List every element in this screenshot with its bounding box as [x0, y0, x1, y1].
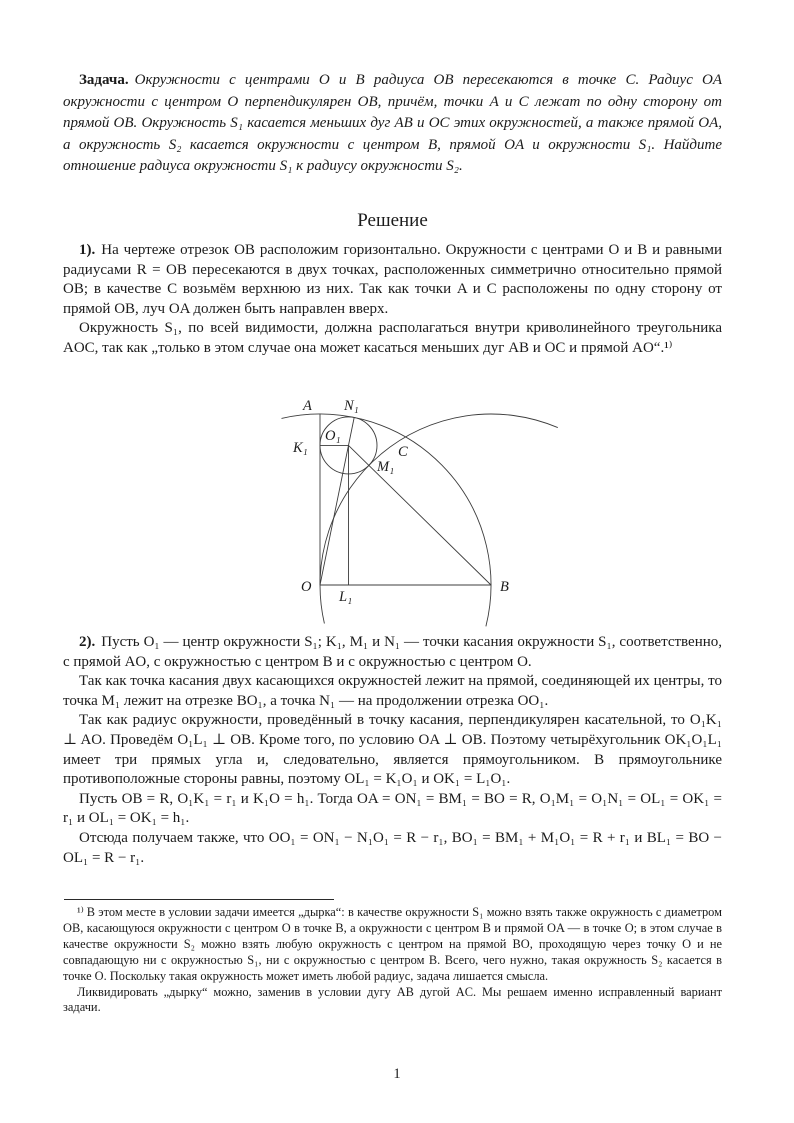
solution-paragraph-7-text: Отсюда получаем также, что OO₁ = ON₁ − N₁O₁ = R − r₁, BO₁ = BM₁ + M₁O₁ = R + r₁ и BL₁ = BO − OL₁ = R − r₁.	[63, 829, 722, 866]
circle-S1	[320, 417, 377, 474]
circle-B-arc	[320, 414, 558, 623]
footnote-paragraph-1	[63, 905, 722, 985]
page-number: 1	[393, 1066, 401, 1082]
footnote-paragraph-2	[63, 985, 722, 1017]
footnote	[63, 905, 722, 1016]
solution-heading: Решение	[357, 210, 428, 231]
label-L1: L₁	[339, 589, 353, 605]
label-O: O	[301, 579, 312, 595]
solution-paragraph-5	[63, 711, 722, 789]
footnote-paragraph-1-text: В этом месте в условии задачи имеется „дырка“: в качестве окружности S₁ можно взять также окружность с диаметром OB, касающуюся окружности с центром O в точке B, а окружности с центром B и прямой OA — в точке O; в этом случае в качестве окружности S₂ можно взять любую окружность с центром на прямой BO, проходящую через точку O и не совпадающую ни с окружностью S₁, ни с окружностью с центром B. Всего, чего нужно, такая окружность S₂ касается в точке O. Поскольку такая окружность может иметь любой радиус, задача лишается смысла.	[63, 905, 722, 983]
footnote-rule	[64, 899, 334, 900]
solution-paragraph-2	[63, 319, 722, 358]
label-M1: M₁	[377, 459, 395, 475]
step-1-lead: 1).	[79, 242, 96, 258]
solution-paragraph-6-text: Пусть OB = R, O₁K₁ = r₁ и K₁O = h₁. Тогда OA = ON₁ = BM₁ = BO = R, O₁M₁ = O₁N₁ = OL₁ = OK₁ = r₁ и OL₁ = OK₁ = h₁.	[63, 790, 722, 827]
solution-paragraph-2-text: Окружность S₁, по всей видимости, должна располагаться внутри криволинейного треугольника AOC, так как „только в этом случае она может касаться меньших дуг AB и OC и прямой AO“.¹⁾	[63, 320, 722, 356]
segment-B-O1	[349, 445, 492, 585]
geometry-figure-svg	[220, 396, 570, 630]
solution-paragraph-3-text: Пусть O₁ — центр окружности S₁; K₁, M₁ и N₁ — точки касания окружности S₁, соответственно, с прямой AO, с окружностью с центром B и с окружностью с центром O.	[63, 634, 722, 670]
solution-paragraph-3	[63, 633, 722, 672]
label-K1: K₁	[293, 440, 308, 456]
problem-paragraph	[63, 70, 722, 178]
segment-O-N1	[320, 417, 354, 585]
solution-paragraph-7	[63, 829, 722, 868]
label-A: A	[303, 398, 312, 414]
problem-statement	[63, 70, 722, 178]
solution-part-2	[63, 633, 722, 868]
problem-text: Окружности с центрами O и B радиуса OB пересекаются в точке C. Радиус OA окружности с центром O перпендикулярен OB, причём, точки A и C лежат по одну сторону от прямой OB. Окружность S₁ касается меньших дуг AB и OC этих окружностей, а также прямой OA, а окружность S₂ касается окружности с центром B, прямой OA и окружности S₁. Найдите отношение радиуса окружности S₁ к радиусу окружности S₂.	[63, 72, 722, 175]
label-N1: N₁	[344, 398, 359, 414]
problem-lead: Задача.	[79, 72, 129, 88]
footnote-marker: ¹⁾	[77, 905, 84, 919]
solution-part-1	[63, 241, 722, 359]
solution-paragraph-5-text: Так как радиус окружности, проведённый в точку касания, перпендикулярен касательной, то O₁K₁ ⊥ AO. Проведём O₁L₁ ⊥ OB. Кроме того, по условию OA ⊥ OB. Поэтому четырёхугольник OK₁O₁L₁ имеет три прямых угла и, следовательно, является прямоугольником. В прямоугольнике противоположные стороны равны, поэтому OL₁ = K₁O₁ и OK₁ = L₁O₁.	[63, 712, 722, 788]
label-B: B	[500, 579, 509, 595]
solution-paragraph-1	[63, 241, 722, 319]
label-C: C	[398, 444, 408, 460]
circle-O-arc	[282, 414, 491, 626]
solution-paragraph-6	[63, 790, 722, 829]
solution-paragraph-4	[63, 672, 722, 711]
step-2-lead: 2).	[79, 634, 96, 650]
label-O1: O₁	[325, 428, 341, 444]
footnote-paragraph-2-text: Ликвидировать „дырку“ можно, заменив в условии дугу AB дугой AC. Мы решаем именно исправленный вариант задачи.	[63, 984, 722, 1015]
solution-paragraph-1-text: На чертеже отрезок OB расположим горизонтально. Окружности с центрами O и B и равными радиусами R = OB пересекаются в двух точках, расположенных симметрично относительно прямой OB; в качестве C возьмём верхнюю из них. Так как точки A и C расположены по одну сторону от прямой OB, луч OA должен быть направлен вверх.	[63, 242, 722, 317]
solution-paragraph-4-text: Так как точка касания двух касающихся окружностей лежит на прямой, соединяющей их центры, то точка M₁ лежит на отрезке BO₁, а точка N₁ — на продолжении отрезка OO₁.	[63, 673, 722, 709]
